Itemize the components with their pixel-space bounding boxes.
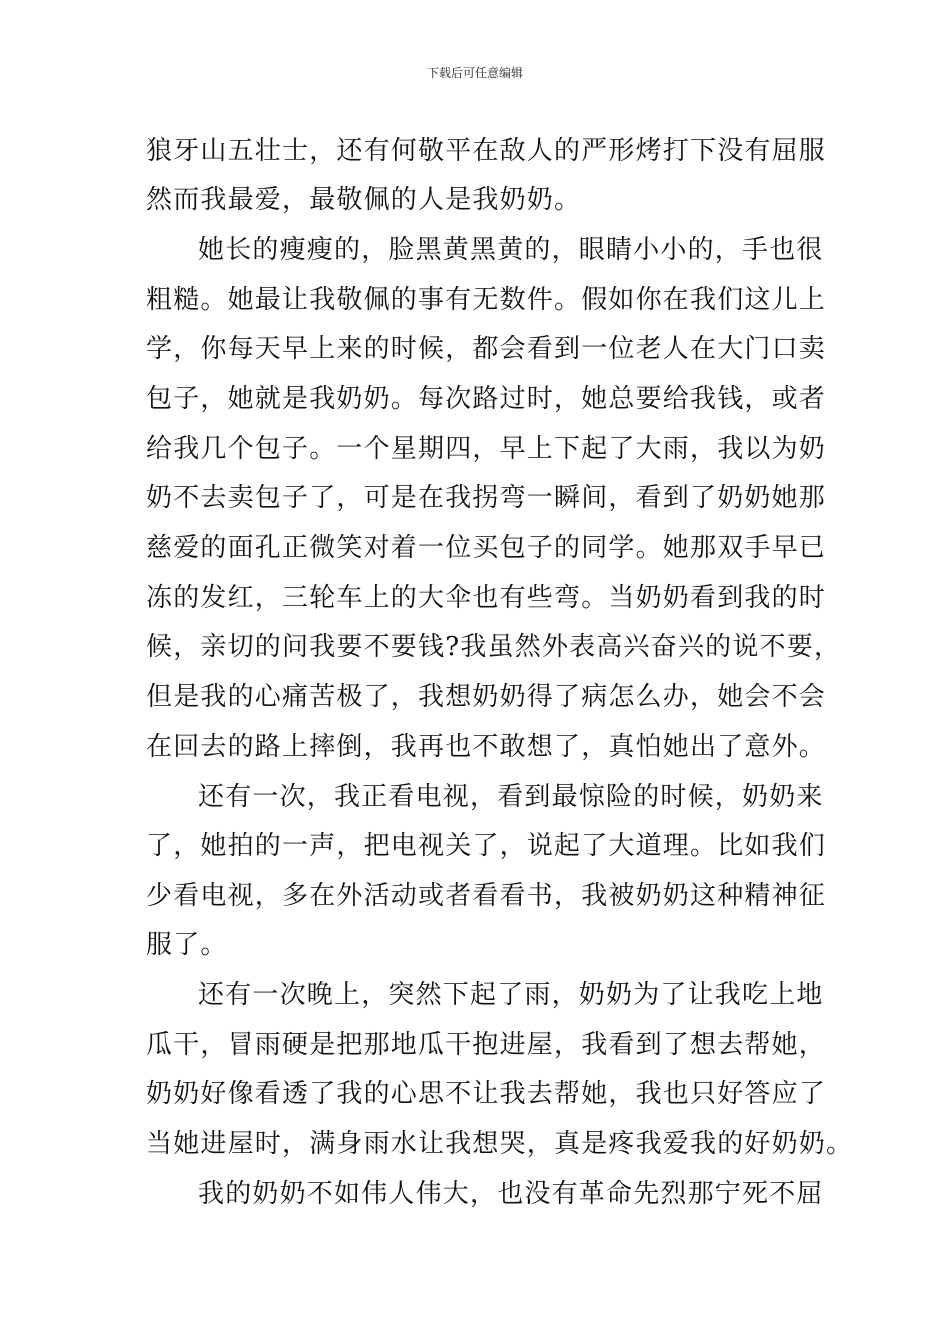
- text-line: 学，你每天早上来的时候，都会看到一位老人在大门口卖: [146, 334, 827, 364]
- text-line: 狼牙山五壮士，还有何敬平在敌人的严形烤打下没有屈服: [146, 136, 827, 166]
- text-line: 慈爱的面孔正微笑对着一位买包子的同学。她那双手早已: [146, 533, 827, 563]
- page-header: 下载后可任意编辑: [426, 66, 523, 80]
- paragraph-first-line: 我的奶奶不如伟人伟大，也没有革命先烈那宁死不屈: [198, 1179, 824, 1209]
- text-line: 在回去的路上摔倒，我再也不敢想了，真怕她出了意外。: [146, 732, 827, 762]
- text-line: 但是我的心痛苦极了，我想奶奶得了病怎么办，她会不会: [146, 682, 827, 712]
- text-line: 奶不去卖包子了，可是在我拐弯一瞬间，看到了奶奶她那: [146, 483, 827, 513]
- text-line: 少看电视，多在外活动或者看看书，我被奶奶这种精神征: [146, 881, 827, 911]
- text-line: 当她进屋时，满身雨水让我想哭，真是疼我爱我的好奶奶。: [146, 1129, 854, 1159]
- text-line: 然而我最爱，最敬佩的人是我奶奶。: [146, 185, 582, 215]
- text-line: 候，亲切的问我要不要钱?我虽然外表高兴奋兴的说不要，: [146, 632, 842, 662]
- text-line: 奶奶好像看透了我的心思不让我去帮她，我也只好答应了: [146, 1079, 827, 1109]
- text-line: 服了。: [146, 930, 228, 960]
- text-line: 包子，她就是我奶奶。每次路过时，她总要给我钱，或者: [146, 384, 827, 414]
- paragraph-first-line: 还有一次，我正看电视，看到最惊险的时候，奶奶来: [198, 782, 824, 812]
- paragraph-first-line: 还有一次晚上，突然下起了雨，奶奶为了让我吃上地: [198, 980, 824, 1010]
- text-line: 给我几个包子。一个星期四，早上下起了大雨，我以为奶: [146, 434, 827, 464]
- text-line: 瓜干，冒雨硬是把那地瓜干抱进屋，我看到了想去帮她，: [146, 1030, 827, 1060]
- text-line: 冻的发红，三轮车上的大伞也有些弯。当奶奶看到我的时: [146, 583, 827, 613]
- text-line: 粗糙。她最让我敬佩的事有无数件。假如你在我们这儿上: [146, 285, 827, 315]
- text-line: 了，她拍的一声，把电视关了，说起了大道理。比如我们: [146, 831, 827, 861]
- paragraph-first-line: 她长的瘦瘦的，脸黑黄黑黄的，眼睛小小的，手也很: [198, 235, 824, 265]
